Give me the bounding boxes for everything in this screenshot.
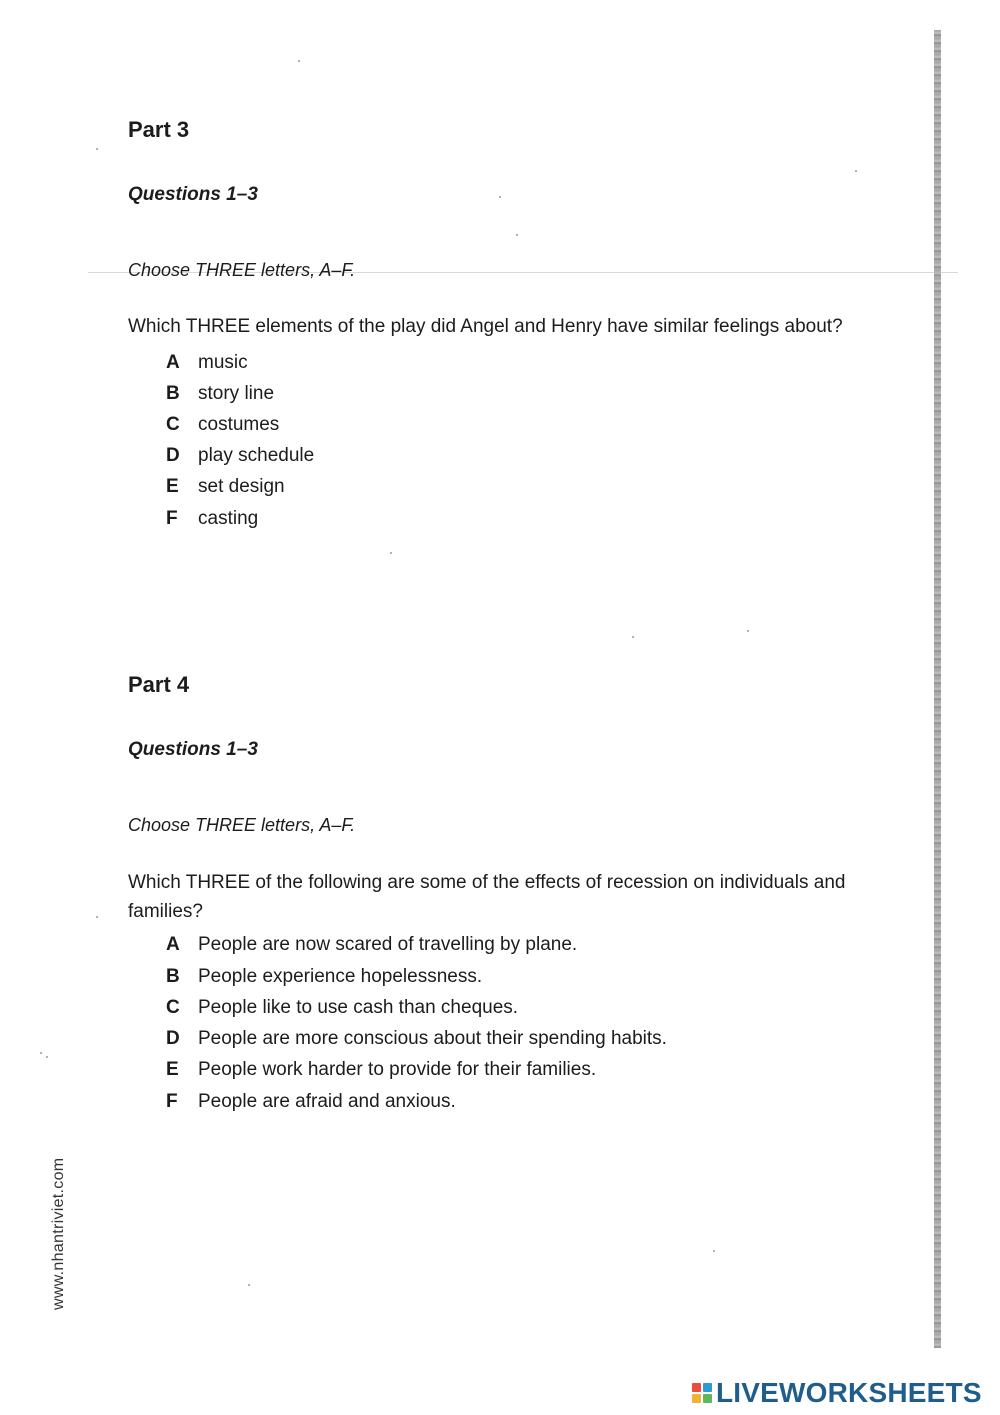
option-text: People like to use cash than cheques.	[198, 997, 519, 1018]
option-letter: A	[166, 352, 180, 373]
part3-option-f[interactable]	[166, 508, 258, 530]
option-text: People are afraid and anxious.	[198, 1091, 456, 1112]
part3-question-stem: Which THREE elements of the play did Angel and Henry have similar feelings about?	[128, 316, 843, 337]
part3-option-a[interactable]	[166, 352, 248, 374]
option-letter: C	[166, 414, 180, 435]
option-letter: C	[166, 997, 180, 1018]
part4-option-f[interactable]	[166, 1091, 456, 1113]
part4-questions-heading: Questions 1–3	[128, 739, 258, 760]
option-letter: D	[166, 445, 180, 466]
scan-speck	[516, 234, 518, 236]
logo-tile	[703, 1383, 712, 1392]
liveworksheets-brand[interactable]	[692, 1376, 982, 1410]
part3-instruction: Choose THREE letters, A–F.	[128, 260, 356, 280]
part4-option-d[interactable]	[166, 1028, 667, 1050]
scan-speck	[855, 170, 857, 172]
option-letter: F	[166, 1091, 178, 1112]
scan-speck	[747, 630, 749, 632]
option-letter: F	[166, 508, 178, 529]
part4-question-stem: Which THREE of the following are some of the effects of recession on individuals and families?	[128, 872, 846, 922]
part3-questions-heading: Questions 1–3	[128, 184, 258, 205]
part4-option-e[interactable]	[166, 1059, 596, 1081]
part3-title: Part 3	[128, 117, 190, 142]
scan-speck	[96, 148, 98, 150]
option-text: story line	[198, 383, 275, 404]
part3-option-c[interactable]	[166, 414, 279, 436]
option-letter: B	[166, 383, 180, 404]
scan-speck	[248, 1284, 250, 1286]
logo-tile	[692, 1394, 701, 1403]
part4-option-b[interactable]	[166, 966, 482, 988]
option-text: casting	[198, 508, 259, 529]
option-letter: A	[166, 934, 180, 955]
option-text: People are now scared of travelling by plane.	[198, 934, 578, 955]
scan-speck	[46, 1056, 48, 1058]
option-letter: E	[166, 1059, 179, 1080]
scan-speck	[632, 636, 634, 638]
part3-option-b[interactable]	[166, 383, 274, 405]
part3-option-e[interactable]	[166, 476, 285, 498]
part4-title: Part 4	[128, 672, 190, 697]
option-text: set design	[198, 476, 285, 497]
scan-speck	[499, 196, 501, 198]
liveworksheets-logo-icon	[692, 1383, 712, 1403]
part3-option-d[interactable]	[166, 445, 314, 467]
website-watermark: www.nhantriviet.com	[50, 1157, 67, 1310]
option-text: music	[198, 352, 248, 373]
option-letter: D	[166, 1028, 180, 1049]
logo-tile	[703, 1394, 712, 1403]
scan-speck	[40, 1052, 42, 1054]
logo-tile	[692, 1383, 701, 1392]
option-text: People experience hopelessness.	[198, 966, 483, 987]
option-text: costumes	[198, 414, 280, 435]
option-letter: E	[166, 476, 179, 497]
scan-speck	[390, 552, 392, 554]
scan-speck	[713, 1250, 715, 1252]
part4-option-c[interactable]	[166, 997, 518, 1019]
option-letter: B	[166, 966, 180, 987]
scan-edge	[934, 30, 941, 1348]
part4-option-a[interactable]	[166, 934, 577, 956]
brand-name: LIVEWORKSHEETS	[716, 1377, 982, 1408]
option-text: play schedule	[198, 445, 315, 466]
part4-instruction: Choose THREE letters, A–F.	[128, 815, 356, 835]
scan-speck	[96, 916, 98, 918]
option-text: People are more conscious about their spending habits.	[198, 1028, 667, 1049]
scan-speck	[298, 60, 300, 62]
option-text: People work harder to provide for their families.	[198, 1059, 597, 1080]
